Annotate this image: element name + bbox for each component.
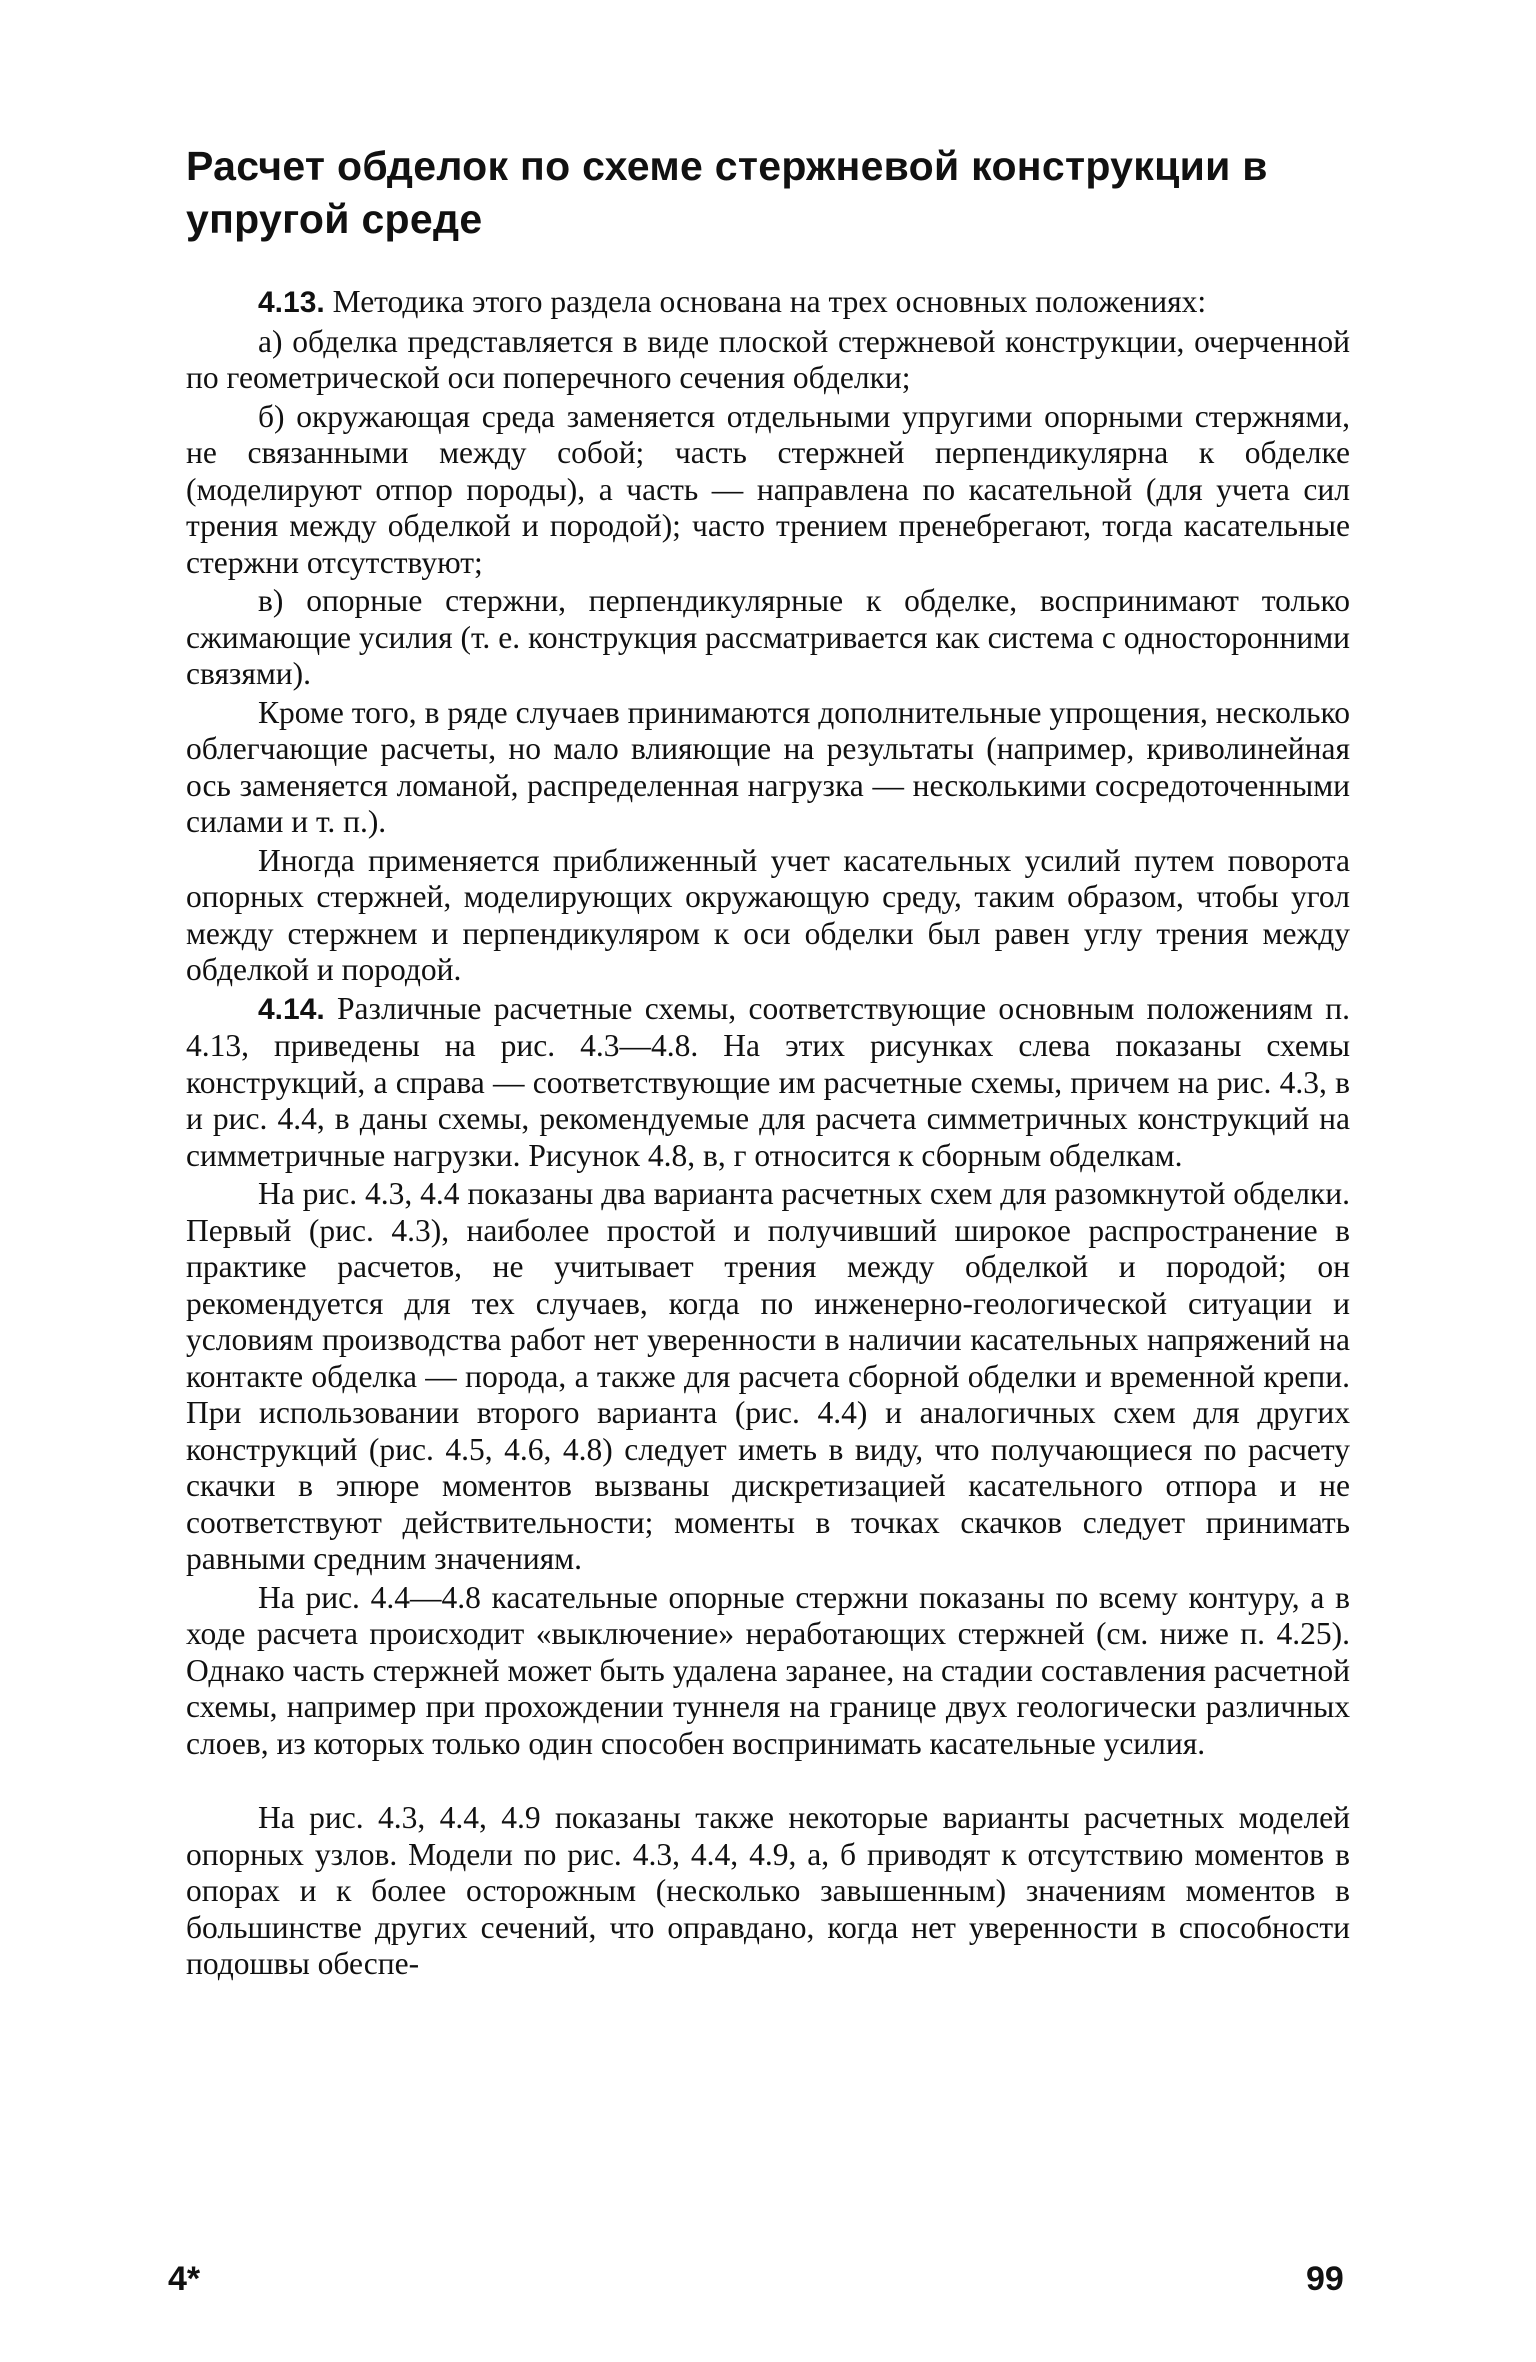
paragraph-text: На рис. 4.3, 4.4 показаны два варианта расчетных схем для разомкнутой обделки. Первый (рис. 4.3), наиболее простой и получивший широкое распространение в практике расчетов, не учитывает трения между обделкой и породой; он рекомендуется для тех случаев, когда по инженерно-геологической ситуации и условиям производства работ нет уверенности в наличии касательных напряжений на контакте обделка — порода, а также для расчета сборной обделки и временной крепи. При использовании второго варианта (рис. 4.4) и аналогичных схем для других конструкций (рис. 4.5, 4.6, 4.8) следует иметь в виду, что получающиеся по расчету скачки в эпюре моментов вызваны дискретизацией касательного отпора и не соответствуют действительности; моменты в точках скачков следует принимать равными средним значениям. (186, 1176, 1350, 1576)
paragraph-support-nodes (186, 1800, 1350, 1983)
paragraph-simplifications (186, 695, 1350, 841)
paragraph-tangential (186, 843, 1350, 989)
paragraph-text: Различные расчетные схемы, соответствующие основным положениям п. 4.13, приведены на рис. 4.3—4.8. На этих рисунках слева показаны схемы конструкций, а справа — соответствующие им расчетные схемы, причем на рис. 4.3, в и рис. 4.4, в даны схемы, рекомендуемые для расчета симметричных конструкций на симметричные нагрузки. Рисунок 4.8, в, г относится к сборным обделкам. (186, 990, 1350, 1173)
list-item-v (186, 583, 1350, 693)
paragraph-variants (186, 1176, 1350, 1578)
section-title: Расчет обделок по схеме стержневой конструкции в упругой среде (186, 143, 1268, 242)
paragraph-text: в) опорные стержни, перпендикулярные к обделке, воспринимают только сжимающие усилия (т. е. конструкция рассматривается как система с односторонними связями). (186, 583, 1350, 691)
paragraph-text: б) окружающая среда заменяется отдельными упругими опорными стержнями, не связанными между собой; часть стержней перпендикулярна к обделке (моделируют отпор породы), а часть — направлена по касательной (для учета сил трения между обделкой и породой); часто трением пренебрегают, тогда касательные стержни отсутствуют; (186, 398, 1350, 580)
list-item-a (186, 324, 1350, 397)
body-text (186, 284, 1350, 1983)
paragraph-text: На рис. 4.4—4.8 касательные опорные стержни показаны по всему контуру, а в ходе расчета происходит «выключение» неработающих стержней (см. ниже п. 4.25). Однако часть стержней может быть удалена заранее, на стадии составления расчетной схемы, например при прохождении туннеля на границе двух геологически различных слоев, из которых только один способен воспринимать касательные усилия. (186, 1579, 1350, 1761)
paragraph-text: Кроме того, в ряде случаев принимаются дополнительные упрощения, несколько облегчающие расчеты, но мало влияющие на результаты (например, криволинейная ось заменяется ломаной, распределенная нагрузка — несколькими сосредоточенными силами и т. п.). (186, 694, 1350, 839)
paragraph-4-13 (186, 284, 1350, 322)
paragraph-text: а) обделка представляется в виде плоской стержневой конструкции, очерченной по геометрической оси поперечного сечения обделки; (186, 323, 1350, 395)
clause-number: 4.13. (258, 286, 325, 319)
page-number: 99 (1306, 2260, 1344, 2298)
paragraph-4-14 (186, 991, 1350, 1175)
paragraph-contour (186, 1580, 1350, 1763)
list-item-b (186, 399, 1350, 582)
signature-mark: 4* (168, 2260, 201, 2298)
paragraph-text: Методика этого раздела основана на трех основных положениях: (324, 284, 1207, 319)
paragraph-text: На рис. 4.3, 4.4, 4.9 показаны также некоторые варианты расчетных моделей опорных узлов. Модели по рис. 4.3, 4.4, 4.9, а, б приводят к отсутствию моментов в опорах и к более осторожным (несколько завышенным) значениям моментов в большинстве других сечений, что оправдано, когда нет уверенности в способности подошвы обеспе- (186, 1800, 1350, 1981)
paragraph-text: Иногда применяется приближенный учет касательных усилий путем поворота опорных стержней, моделирующих окружающую среду, таким образом, чтобы угол между стержнем и перпендикуляром к оси обделки был равен углу трения между обделкой и породой. (186, 842, 1350, 987)
clause-number: 4.14. (258, 992, 325, 1026)
